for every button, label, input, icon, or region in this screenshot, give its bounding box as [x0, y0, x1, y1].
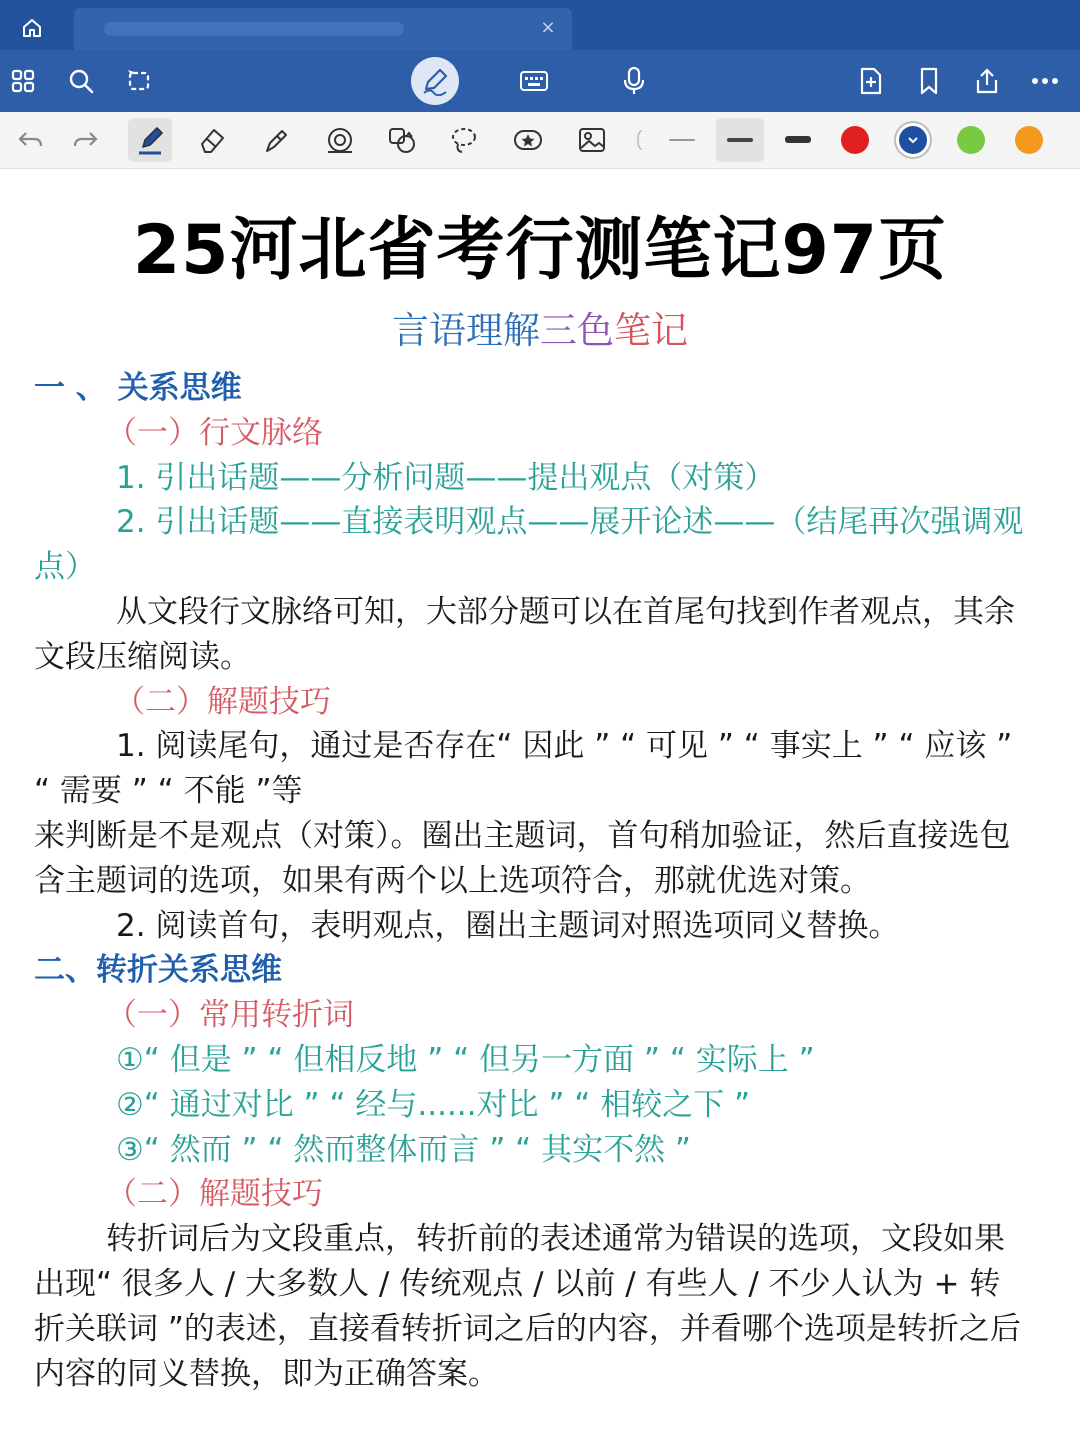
image-tool-button[interactable]: [570, 118, 614, 162]
share-button[interactable]: [964, 58, 1010, 104]
list-item: ③“ 然而 ” “ 然而整体而言 ” “ 其实不然 ”: [116, 1132, 691, 1168]
list-item: ②“ 通过对比 ” “ 经与......对比 ” “ 相较之下 ”: [116, 1087, 751, 1123]
home-button[interactable]: [10, 8, 54, 48]
favorite-tool-button[interactable]: [506, 118, 550, 162]
star-icon: [512, 125, 544, 155]
keyboard-icon: [519, 69, 549, 93]
list-item-continuation: 点）: [34, 549, 96, 585]
tab-title-blurred: [104, 22, 404, 36]
bookmark-icon: [917, 66, 941, 96]
paragraph-line: “ 需要 ” “ 不能 ”等: [34, 773, 303, 809]
stroke-thick-button[interactable]: [776, 118, 820, 162]
document-subtitle: [0, 300, 1080, 354]
grid-button[interactable]: [0, 58, 46, 104]
main-toolbar: [0, 50, 1080, 112]
toolbar-divider: [630, 118, 650, 162]
search-button[interactable]: [58, 58, 104, 104]
redo-icon: [72, 128, 100, 152]
subtitle-part-2: 三色: [540, 309, 614, 352]
highlighter-tool-button[interactable]: [254, 118, 298, 162]
add-page-icon: [858, 66, 884, 96]
more-button[interactable]: [1022, 58, 1068, 104]
stickers-tool-button[interactable]: [380, 118, 424, 162]
paragraph-line: 折关联词 ”的表述，直接看转折词之后的内容，并看哪个选项是转折之后: [34, 1311, 1021, 1347]
pen-mode-button[interactable]: [411, 57, 459, 105]
stickers-icon: [386, 125, 418, 155]
paragraph-line: 转折词后为文段重点，转折前的表述通常为错误的选项，文段如果: [106, 1221, 1005, 1257]
list-item: 2. 引出话题——直接表明观点——展开论述——（结尾再次强调观: [116, 504, 1024, 540]
section-heading-1: 一 、 关系思维: [34, 370, 242, 406]
subtitle-part-3: 笔记: [614, 309, 688, 352]
share-icon: [973, 66, 1001, 96]
shapes-icon: [324, 125, 356, 155]
stroke-thick-icon: [785, 136, 811, 143]
paragraph-line: 1. 阅读尾句，通过是否存在“ 因此 ” “ 可见 ” “ 事实上 ” “ 应该 ”: [116, 728, 1013, 764]
add-page-button[interactable]: [848, 58, 894, 104]
section-heading-2: 二、转折关系思维: [34, 952, 282, 988]
tab-close-button[interactable]: ×: [540, 16, 556, 38]
paragraph-line: 含主题词的选项，如果有两个以上选项符合，那就优选对策。: [34, 863, 871, 899]
search-icon: [67, 67, 95, 95]
eraser-icon: [197, 125, 227, 155]
paragraph-line: 2. 阅读首句，表明观点，圈出主题词对照选项同义替换。: [116, 908, 900, 944]
home-icon: [21, 17, 43, 39]
subheading-2-2: （二）解题技巧: [106, 1176, 323, 1212]
grid-icon: [10, 68, 36, 94]
color-swatch-orange[interactable]: [1015, 126, 1043, 154]
list-item: 1. 引出话题——分析问题——提出观点（对策）: [116, 460, 776, 496]
lasso-icon: [449, 125, 479, 155]
shapes-tool-button[interactable]: [318, 118, 362, 162]
highlighter-icon: [261, 125, 291, 155]
color-swatch-blue[interactable]: [899, 126, 927, 154]
stroke-thin-icon: [669, 139, 695, 141]
bookmark-button[interactable]: [906, 58, 952, 104]
subheading-1-1: （一）行文脉络: [106, 415, 323, 451]
chevron-down-icon: [899, 126, 927, 154]
document-tab[interactable]: [74, 8, 572, 50]
list-item: ①“ 但是 ” “ 但相反地 ” “ 但另一方面 ” “ 实际上 ”: [116, 1042, 815, 1078]
undo-button[interactable]: [8, 118, 52, 162]
stroke-medium-button[interactable]: [716, 118, 764, 162]
subheading-2-1: （一）常用转折词: [106, 997, 354, 1033]
tab-bar: [0, 0, 1080, 50]
color-swatch-red[interactable]: [841, 126, 869, 154]
redo-button[interactable]: [64, 118, 108, 162]
lasso-select-button[interactable]: [116, 58, 162, 104]
keyboard-button[interactable]: [511, 58, 557, 104]
pen-icon: [135, 123, 165, 157]
microphone-icon: [621, 66, 647, 96]
paragraph-line: 从文段行文脉络可知，大部分题可以在首尾句找到作者观点，其余: [116, 594, 1015, 630]
undo-icon: [16, 128, 44, 152]
subheading-1-2: （二）解题技巧: [114, 684, 331, 720]
subtitle-part-1: 言语理解: [392, 309, 540, 352]
image-icon: [577, 126, 607, 154]
lasso-select-icon: [124, 66, 154, 96]
stroke-thin-button[interactable]: [660, 118, 704, 162]
eraser-tool-button[interactable]: [190, 118, 234, 162]
color-swatch-green[interactable]: [957, 126, 985, 154]
paragraph-line: 出现“ 很多人 / 大多数人 / 传统观点 / 以前 / 有些人 / 不少人认为 + 转: [34, 1266, 1001, 1302]
paragraph-line: 文段压缩阅读。: [34, 639, 251, 675]
pen-mode-icon: [420, 66, 450, 96]
lasso-tool-button[interactable]: [442, 118, 486, 162]
stroke-medium-icon: [727, 138, 753, 142]
document-title: 25河北省考行测笔记97页: [132, 211, 948, 290]
microphone-button[interactable]: [611, 58, 657, 104]
paragraph-line: 来判断是不是观点（对策）。圈出主题词，首句稍加验证，然后直接选包: [34, 818, 1011, 854]
more-icon: [1031, 76, 1059, 86]
pen-toolbar: [0, 112, 1080, 169]
paragraph-line: 内容的同义替换，即为正确答案。: [34, 1356, 499, 1392]
pen-tool-button[interactable]: [128, 118, 172, 162]
divider-icon: [635, 128, 645, 152]
